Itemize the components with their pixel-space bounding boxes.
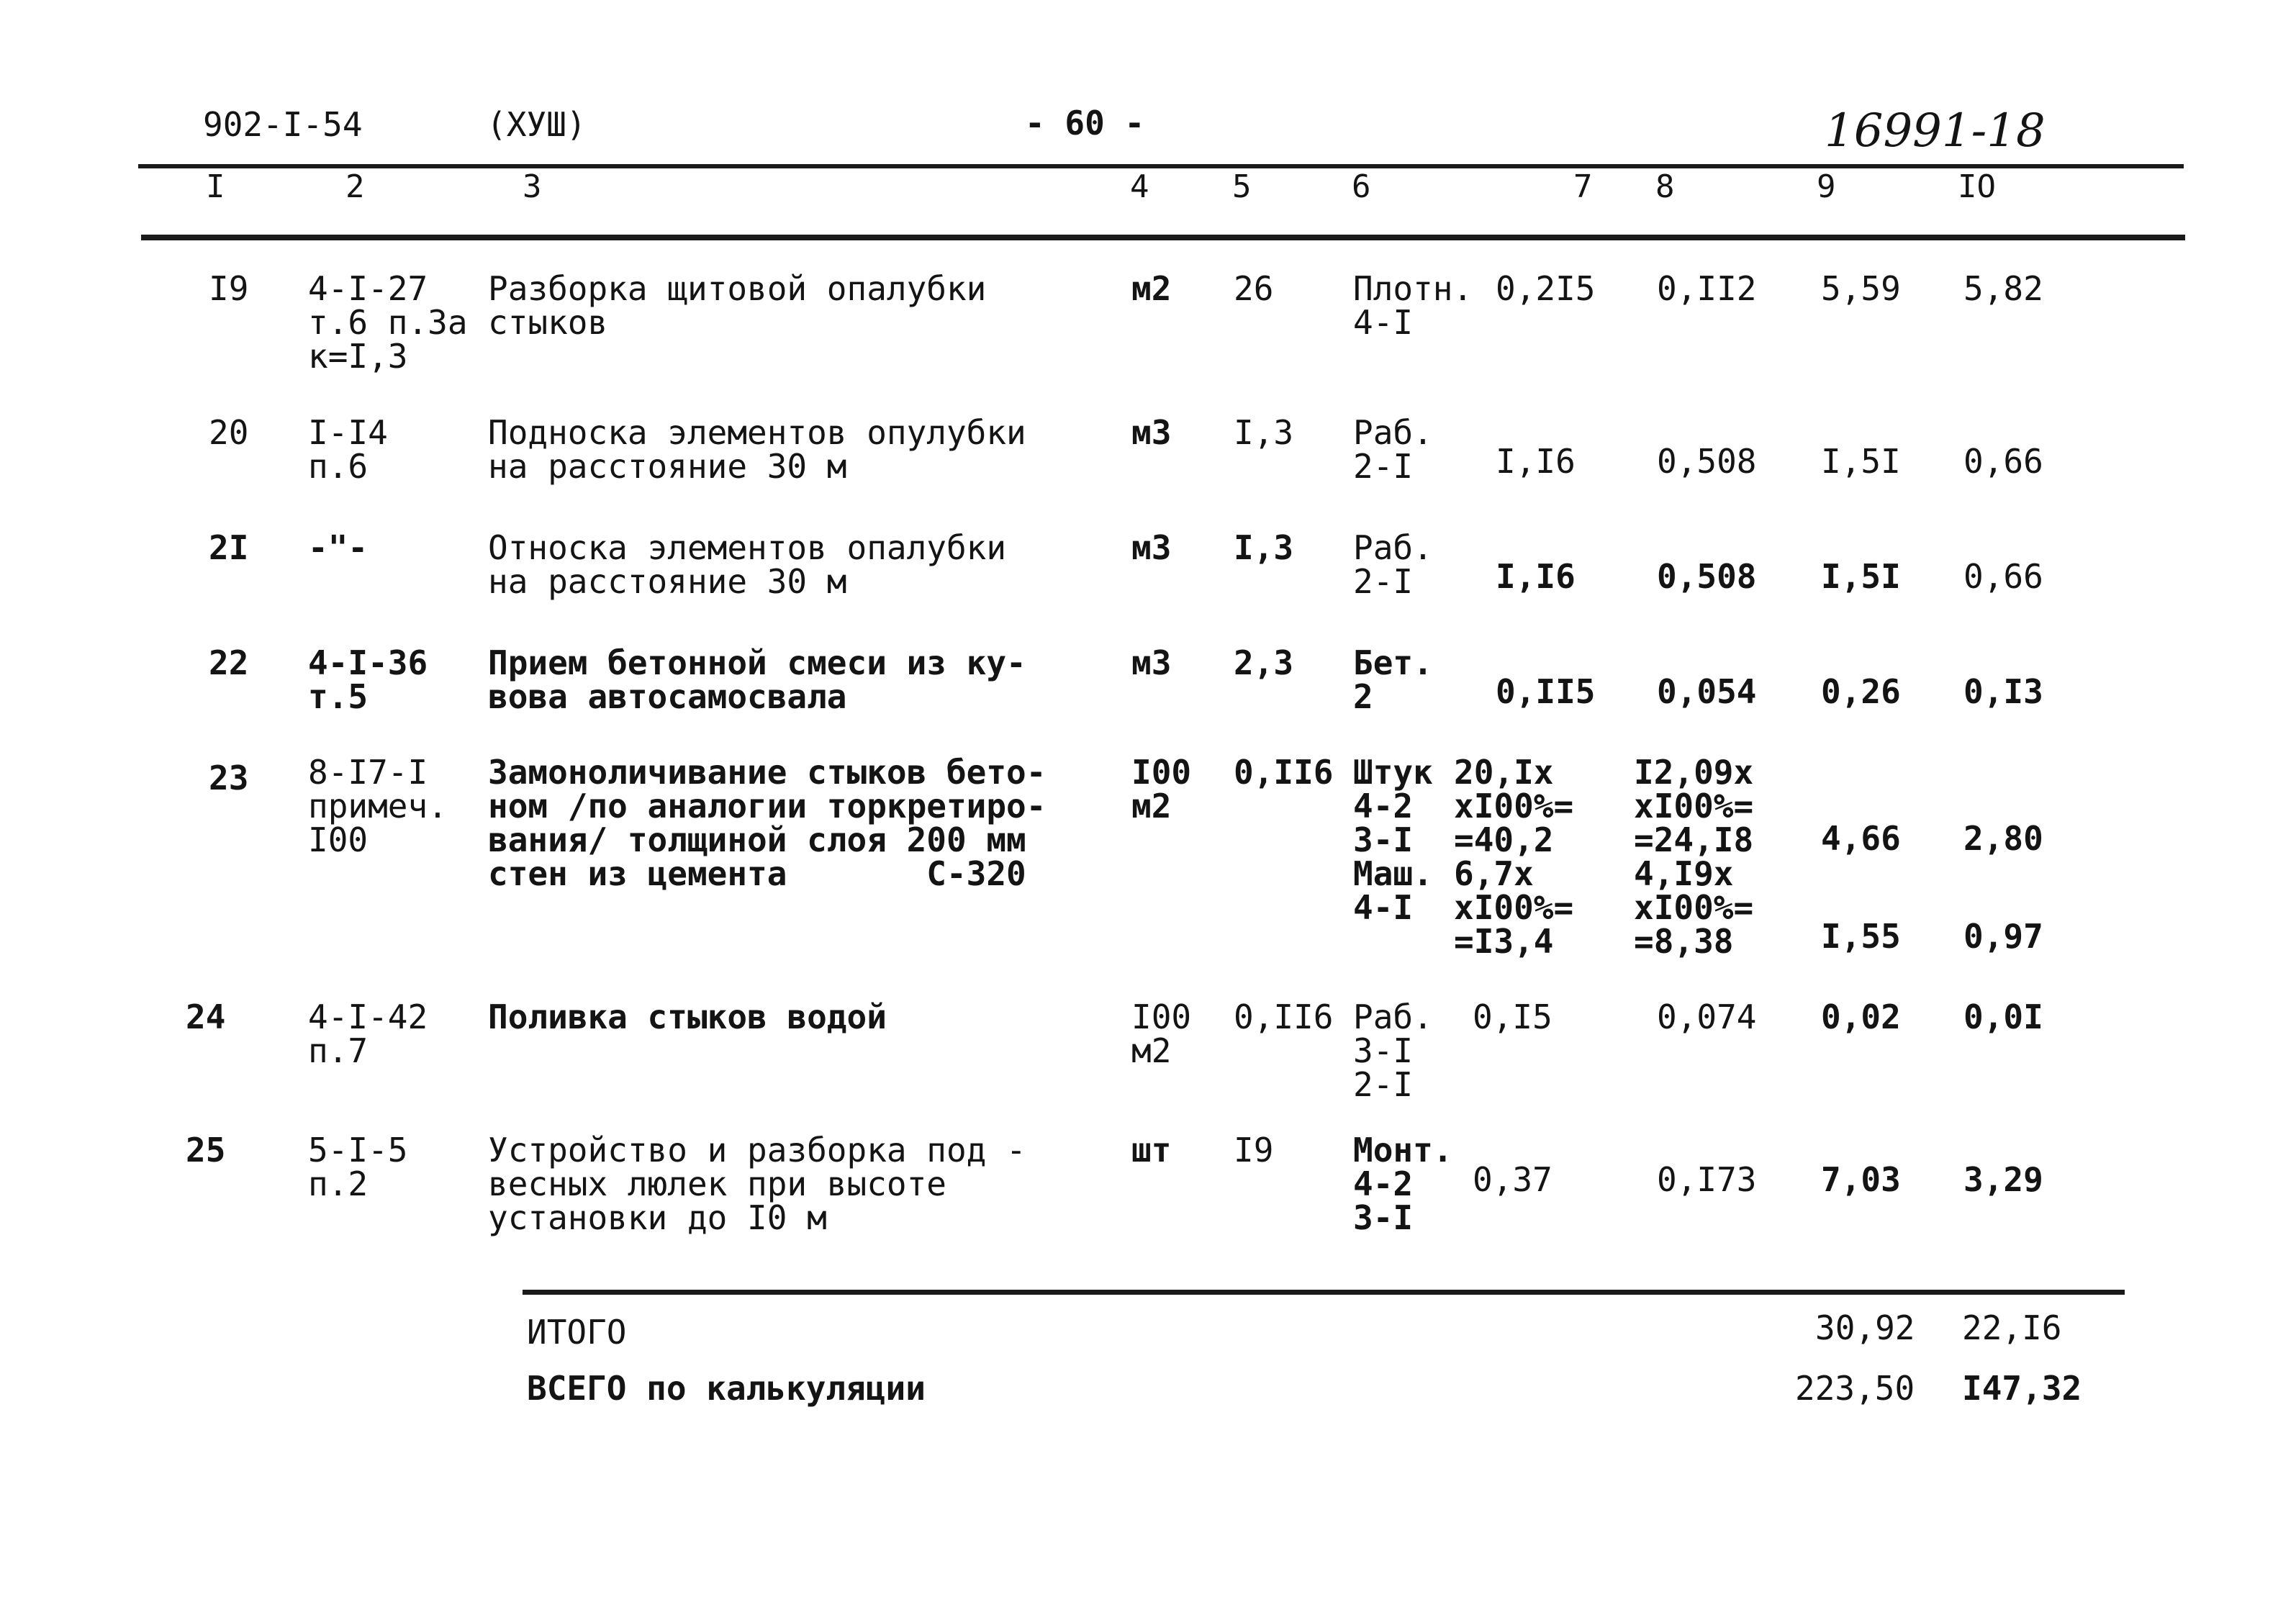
inventory-number: 16991-18 bbox=[1825, 104, 2046, 158]
col7-value: 0,2I5 bbox=[1496, 269, 1596, 308]
unit: I00 м2 bbox=[1131, 998, 1192, 1070]
row-number: 25 bbox=[186, 1131, 226, 1170]
subtotal-col9: 30,92 bbox=[1815, 1308, 1915, 1347]
col8-value: 0,I73 bbox=[1657, 1160, 1757, 1199]
unit: м3 bbox=[1131, 643, 1172, 682]
norm-code: 8-I7-I примеч. I00 bbox=[308, 753, 448, 859]
row-number: 20 bbox=[209, 413, 249, 452]
col9-value-machine: I,55 bbox=[1821, 917, 1901, 956]
crew: Плотн. 4-I bbox=[1353, 269, 1473, 342]
col8-value: I2,09х хI00%= =24,I8 4,I9х хI00%= =8,38 bbox=[1634, 753, 1754, 961]
col7-value: I,I6 bbox=[1496, 557, 1576, 596]
crew: Раб. 3-I 2-I bbox=[1353, 998, 1433, 1104]
grand-total-label: ВСЕГО по калькуляции bbox=[527, 1369, 926, 1408]
col9-value: 0,26 bbox=[1821, 672, 1901, 711]
col10-value-machine: 0,97 bbox=[1963, 917, 2043, 956]
column-number-1: I bbox=[206, 168, 225, 205]
quantity: I,3 bbox=[1234, 528, 1294, 567]
crew: Раб. 2-I bbox=[1353, 528, 1433, 601]
column-header-rule bbox=[141, 235, 2185, 240]
doc-code: 902-I-54 bbox=[203, 105, 363, 144]
unit: шт bbox=[1131, 1131, 1172, 1170]
row-number: I9 bbox=[209, 269, 249, 308]
norm-code: -"- bbox=[308, 528, 369, 567]
col10-value-main: 2,80 bbox=[1963, 819, 2043, 858]
col7-value: I,I6 bbox=[1496, 442, 1576, 481]
quantity: 0,II6 bbox=[1234, 753, 1334, 792]
quantity: 0,II6 bbox=[1234, 998, 1334, 1036]
crew: Штук 4-2 3-I Маш. 4-I bbox=[1353, 753, 1433, 927]
unit: I00 м2 bbox=[1131, 753, 1192, 825]
col9-value: 5,59 bbox=[1821, 269, 1901, 308]
col9-value: I,5I bbox=[1821, 557, 1901, 596]
col7-value: 20,Iх хI00%= =40,2 6,7х хI00%= =I3,4 bbox=[1454, 753, 1574, 961]
col8-value: 0,II2 bbox=[1657, 269, 1757, 308]
column-number-8: 8 bbox=[1655, 168, 1675, 205]
col8-value: 0,054 bbox=[1657, 672, 1757, 711]
work-description: Устройство и разборка под - весных люлек при высоте установки до I0 м bbox=[488, 1131, 1026, 1237]
work-description: Разборка щитовой опалубки стыков bbox=[488, 269, 987, 342]
unit: м3 bbox=[1131, 413, 1172, 452]
quantity: 26 bbox=[1234, 269, 1274, 308]
column-number-3: 3 bbox=[523, 168, 542, 205]
column-number-6: 6 bbox=[1352, 168, 1371, 205]
column-number-4: 4 bbox=[1130, 168, 1149, 205]
row-number: 24 bbox=[186, 998, 226, 1036]
row-number: 22 bbox=[209, 643, 249, 682]
norm-code: 4-I-27 т.6 п.3а к=I,3 bbox=[308, 269, 468, 376]
unit: м2 bbox=[1131, 269, 1172, 308]
crew: Бет. 2 bbox=[1353, 643, 1433, 716]
column-number-10: IO bbox=[1958, 168, 1996, 205]
volume-label: (ХУШ) bbox=[487, 105, 587, 144]
norm-code: 4-I-42 п.7 bbox=[308, 998, 428, 1070]
work-description: Прием бетонной смеси из ку- вова автосамосвала bbox=[488, 643, 1026, 716]
col9-value-main: 4,66 bbox=[1821, 819, 1901, 858]
col7-value: 0,37 bbox=[1473, 1160, 1552, 1199]
col10-value: 3,29 bbox=[1963, 1160, 2043, 1199]
grand-total-col9: 223,50 bbox=[1795, 1369, 1915, 1408]
page-number: - 60 - bbox=[1025, 104, 1145, 142]
col7-value: 0,I5 bbox=[1473, 998, 1552, 1036]
col10-value: 0,66 bbox=[1963, 557, 2043, 596]
unit: м3 bbox=[1131, 528, 1172, 567]
column-number-5: 5 bbox=[1232, 168, 1252, 205]
norm-code: 5-I-5 п.2 bbox=[308, 1131, 408, 1203]
subtotal-label: ИТОГО bbox=[527, 1313, 627, 1352]
work-description: Поливка стыков водой bbox=[488, 998, 887, 1036]
col8-value: 0,508 bbox=[1657, 557, 1757, 596]
column-number-2: 2 bbox=[345, 168, 365, 205]
totals-rule bbox=[523, 1290, 2125, 1295]
work-description: Замоноличивание стыков бето- ном /по аналогии торкретиро- вания/ толщиной слоя 200 мм стен из цемента С-320 bbox=[488, 753, 1047, 893]
column-number-9: 9 bbox=[1817, 168, 1836, 205]
work-description: Подноска элементов опулубки на расстояние 30 м bbox=[488, 413, 1026, 486]
col10-value: 0,66 bbox=[1963, 442, 2043, 481]
grand-total-col10: I47,32 bbox=[1962, 1369, 2082, 1408]
col9-value: 0,02 bbox=[1821, 998, 1901, 1036]
col9-value: 7,03 bbox=[1821, 1160, 1901, 1199]
col7-value: 0,II5 bbox=[1496, 672, 1596, 711]
work-description: Относка элементов опалубки на расстояние 30 м bbox=[488, 528, 1007, 601]
norm-code: I-I4 п.6 bbox=[308, 413, 388, 486]
quantity: 2,3 bbox=[1234, 643, 1294, 682]
col9-value: I,5I bbox=[1821, 442, 1901, 481]
quantity: I,3 bbox=[1234, 413, 1294, 452]
subtotal-col10: 22,I6 bbox=[1962, 1308, 2062, 1347]
col10-value: 0,I3 bbox=[1963, 672, 2043, 711]
norm-code: 4-I-36 т.5 bbox=[308, 643, 428, 716]
col8-value: 0,508 bbox=[1657, 442, 1757, 481]
col10-value: 5,82 bbox=[1963, 269, 2043, 308]
crew: Раб. 2-I bbox=[1353, 413, 1433, 486]
col8-value: 0,074 bbox=[1657, 998, 1757, 1036]
crew: Монт. 4-2 3-I bbox=[1353, 1131, 1453, 1237]
quantity: I9 bbox=[1234, 1131, 1274, 1170]
row-number: 2I bbox=[209, 528, 249, 567]
row-number: 23 bbox=[209, 759, 249, 797]
col10-value: 0,0I bbox=[1963, 998, 2043, 1036]
column-number-7: 7 bbox=[1573, 168, 1593, 205]
top-rule bbox=[138, 164, 2184, 168]
